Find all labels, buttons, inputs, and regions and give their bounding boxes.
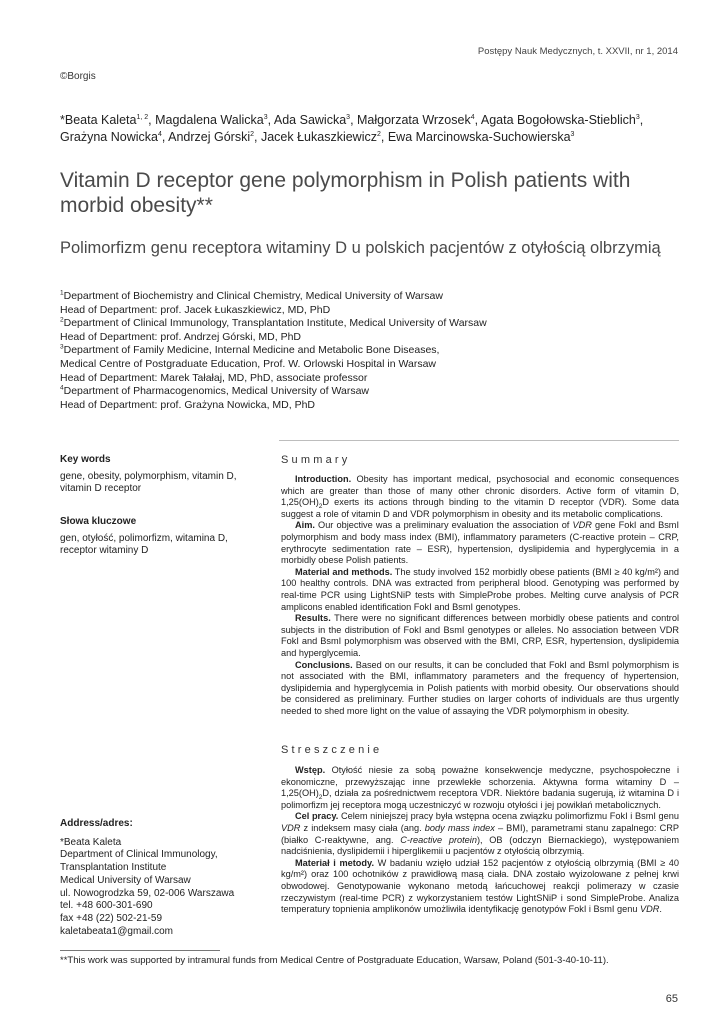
- article-subtitle-polish: Polimorfizm genu receptora witaminy D u polskich pacjentów z otyłością olbrzymią: [60, 239, 661, 257]
- affiliation-line: [60, 344, 620, 358]
- address-line: ul. Nowogrodzka 59, 02-006 Warszawa: [60, 887, 235, 899]
- author-name: *Beata Kaleta: [60, 113, 137, 127]
- summary-conclusions: Conclusions. Based on our results, it can be concluded that FokI and BsmI polymorphism is not associated with the BMI, inflammatory parameters and the frequency of hypertension, dyslipidemia and hyperglycemia in Polish patients with morbid obesity. Our observations should be considered as preliminary. Further studies on larger cohorts of individuals are thus urgently needed to shed more light on the value of assaying the VDR polymorphism in obesity.: [281, 659, 679, 716]
- keywords-label: Key words: [60, 454, 111, 465]
- affiliation-number: 1: [60, 289, 64, 297]
- address-line: fax +48 (22) 502-21-59: [60, 912, 163, 924]
- address-line: Department of Clinical Immunology,: [60, 849, 218, 861]
- affiliation-line: [60, 290, 620, 304]
- aim-label: Aim.: [295, 520, 315, 531]
- author-name: Magdalena Walicka: [155, 113, 264, 127]
- article-title: Vitamin D receptor gene polymorphism in Polish patients with morbid obesity**: [60, 169, 631, 217]
- summary-aim: Aim. Our objective was a preliminary evaluation the association of VDR gene FokI and BsmI polymorphism and body mass index (BMI), inflammatory parameters (C-reactive protein – CRP, erythrocyte sedimentation rate – ESR), hypertension, dyslipidemia and hyperglycemia in a morbidly obese Polish patients.: [281, 520, 680, 566]
- affiliation-line: [60, 385, 620, 399]
- results-label: Results.: [295, 613, 331, 624]
- affiliation-number: 3: [60, 343, 64, 351]
- funding-footnote: **This work was supported by intramural funds from Medical Centre of Postgraduate Education, Warsaw, Poland (501-3-40-10-11).: [60, 955, 609, 966]
- keywords-english: [60, 454, 260, 496]
- address-line: *Beata Kaleta: [60, 836, 122, 848]
- address-line: kaletabeata1@gmail.com: [60, 925, 173, 937]
- address-lines: [60, 837, 260, 939]
- methods-label: Material and methods.: [295, 566, 393, 577]
- author-affiliation-marker: 4: [157, 130, 162, 138]
- address-line: Transplantation Institute: [60, 862, 167, 874]
- affiliation-number: 2: [60, 316, 64, 324]
- affiliation-text: Department of Biochemistry and Clinical Chemistry, Medical University of Warsaw: [63, 290, 443, 302]
- streszczenie-material: Materiał i metody. W badaniu wzięło udział 152 pacjentów z otyłością olbrzymią (BMI ≥ 40 kg/m²) oraz 100 ochotników z prawidłową masą ciała. DNA zostało wyizolowane z pełnej krwi obwodowej. Genotypowanie wykonano metodą łańcuchowej reakcji polimerazy w czasie rzeczywistym (real-time PCR) z wykorzystaniem testów LightSNiP i sond SimpleProbe. Analiza temperatury topnienia amplikonów umożliwiła identyfikację genotypów FokI i BsmI genu VDR.: [281, 857, 679, 915]
- intro-label: Introduction.: [295, 474, 352, 484]
- affiliation-number: 4: [60, 384, 64, 392]
- affiliation-text: Department of Clinical Immunology, Transplantation Institute, Medical University of Warsaw: [63, 317, 487, 330]
- affiliation-line: [60, 358, 620, 372]
- author-affiliation-marker: 3: [635, 113, 640, 121]
- author-name: Andrzej Górski: [168, 130, 251, 144]
- affiliation-text: Head of Department: prof. Andrzej Górski, MD, PhD: [60, 330, 302, 343]
- correspondence-address: [60, 818, 260, 938]
- keywords-text: gene, obesity, polymorphism, vitamin D, vitamin D receptor: [60, 470, 237, 495]
- author-affiliation-marker: 2: [250, 130, 255, 138]
- affiliations: [60, 290, 620, 412]
- keywords-polish: [60, 516, 260, 558]
- summary-introduction: Introduction. Obesity has important medical, psychosocial and economic consequences which are greater than those of many other chronic disorders. Active form of vitamin D, $1,25(OH)_2D$ exerts its actions through binding to the vitamin D receptor (VDR). Some data suggest a role of vitamin D and VDR polymorphism in obesity and its metabolic complications.: [281, 474, 679, 519]
- conclusions-label: Conclusions.: [295, 659, 353, 670]
- affiliation-text: Head of Department: Marek Tałałaj, MD, PhD, associate professor: [60, 371, 368, 384]
- author-name: Ewa Marcinowska-Suchowierska: [387, 130, 571, 144]
- affiliation-text: Medical Centre of Postgraduate Education, Prof. W. Orlowski Hospital in Warsaw: [60, 357, 437, 370]
- affiliation-text: Department of Pharmacogenomics, Medical University of Warsaw: [63, 385, 370, 398]
- author-list: *Beata Kaleta$^{1, 2}$, Magdalena Walicka$^3$, Ada Sawicka$^3$, Małgorzata Wrzosek$^4$, Agata Bogołowska-Stieblich$^3$, Grażyna Nowicka$^4$, Andrzej Górski$^2$, Jacek Łukaszkiewicz$^2$, Ewa Marcinowska-Suchowierska$^3$: [60, 113, 644, 144]
- affiliation-line: [60, 331, 620, 345]
- streszczenie-wstep: Wstęp. Otyłość niesie za sobą poważne konsekwencje medyczne, psychospołeczne i ekonomiczne, przewyższając inne przewlekłe schorzenia. Aktywna forma witaminy D – $1,25(OH)_2D$, działa za pośrednictwem receptora VDR. Niektóre badania sugerują, iż witamina D i polimorfizm jej receptora mogą uczestniczyć w rozwoju otyłości i jej powikłań metabolicznych.: [281, 765, 679, 810]
- affiliation-line: [60, 317, 620, 331]
- author-name: Małgorzata Wrzosek: [357, 113, 471, 127]
- address-label: Address/adres:: [60, 818, 133, 829]
- wstep-label: Wstęp.: [295, 765, 326, 775]
- keywords-label-polish: Słowa kluczowe: [60, 516, 137, 527]
- material-label: Materiał i metody.: [295, 857, 374, 868]
- affiliation-line: [60, 399, 620, 413]
- author-affiliation-marker: 4: [470, 113, 475, 121]
- streszczenie-cel: Cel pracy. Celem niniejszej pracy była wstępna ocena związku polimorfizmu FokI i BsmI genu VDR z indeksem masy ciała (ang. body mass index – BMI), parametrami stanu zapalnego: CRP (białko C-reaktywne, ang. C-reactive protein), OB (odczyn Biernackiego), występowaniem nadciśnienia, dyslipidemii i hiperglikemii u pacjentów z otyłością olbrzymią.: [281, 811, 679, 857]
- affiliation-line: [60, 304, 620, 318]
- page-number: 65: [665, 993, 678, 1005]
- address-line: Medical University of Warsaw: [60, 874, 191, 886]
- cel-label: Cel pracy.: [295, 811, 339, 822]
- affiliation-line: [60, 372, 620, 386]
- summary-body: [281, 474, 679, 717]
- author-affiliation-marker: 2: [376, 130, 381, 138]
- author-name: Ada Sawicka: [273, 113, 347, 127]
- affiliation-text: Head of Department: prof. Jacek Łukaszkiewicz, MD, PhD: [60, 303, 331, 316]
- author-affiliation-marker: 3: [263, 113, 268, 121]
- section-divider: [279, 440, 679, 441]
- author-affiliation-marker: 1, 2: [136, 113, 149, 121]
- author-name: Agata Bogołowska-Stieblich: [480, 113, 636, 127]
- affiliation-text: Head of Department: prof. Grażyna Nowicka, MD, PhD: [60, 398, 316, 411]
- author-affiliation-marker: 3: [346, 113, 351, 121]
- footnote-rule: [60, 950, 220, 951]
- keywords-text-polish: gen, otyłość, polimorfizm, witamina D, receptor witaminy D: [60, 532, 228, 557]
- streszczenie-heading: Streszczenie: [281, 744, 383, 756]
- summary-methods: Material and methods. The study involved 152 morbidly obese patients (BMI ≥ 40 kg/m²) and 100 healthy controls. DNA was extracted from peripheral blood. Genotyping was performed by real-time PCR using LightSNiP tests with SimpleProbe probes. Melting curve analysis of PCR amplicons enabled identification FokI and BsmI genotypes.: [281, 566, 680, 612]
- author-name: Jacek Łukaszkiewicz: [260, 130, 377, 144]
- address-line: tel. +48 600-301-690: [60, 900, 153, 912]
- author-name: Grażyna Nowicka: [60, 130, 158, 144]
- streszczenie-body: [281, 765, 679, 916]
- author-affiliation-marker: 3: [570, 130, 575, 138]
- running-header: Postępy Nauk Medycznych, t. XXVII, nr 1, 2014: [477, 46, 678, 57]
- copyright-notice: ©Borgis: [60, 71, 96, 82]
- summary-heading: Summary: [281, 454, 351, 466]
- affiliation-text: Department of Family Medicine, Internal Medicine and Metabolic Bone Diseases,: [63, 344, 440, 357]
- summary-results: Results. There were no significant differences between morbidly obese patients and control subjects in the distribution of FokI and BsmI genotypes or alleles. No association between VDR FokI and BsmI polymorphism was observed with the BMI, CRP, ESR, hypertension, dyslipidemia and hyperglycemia.: [281, 613, 679, 658]
